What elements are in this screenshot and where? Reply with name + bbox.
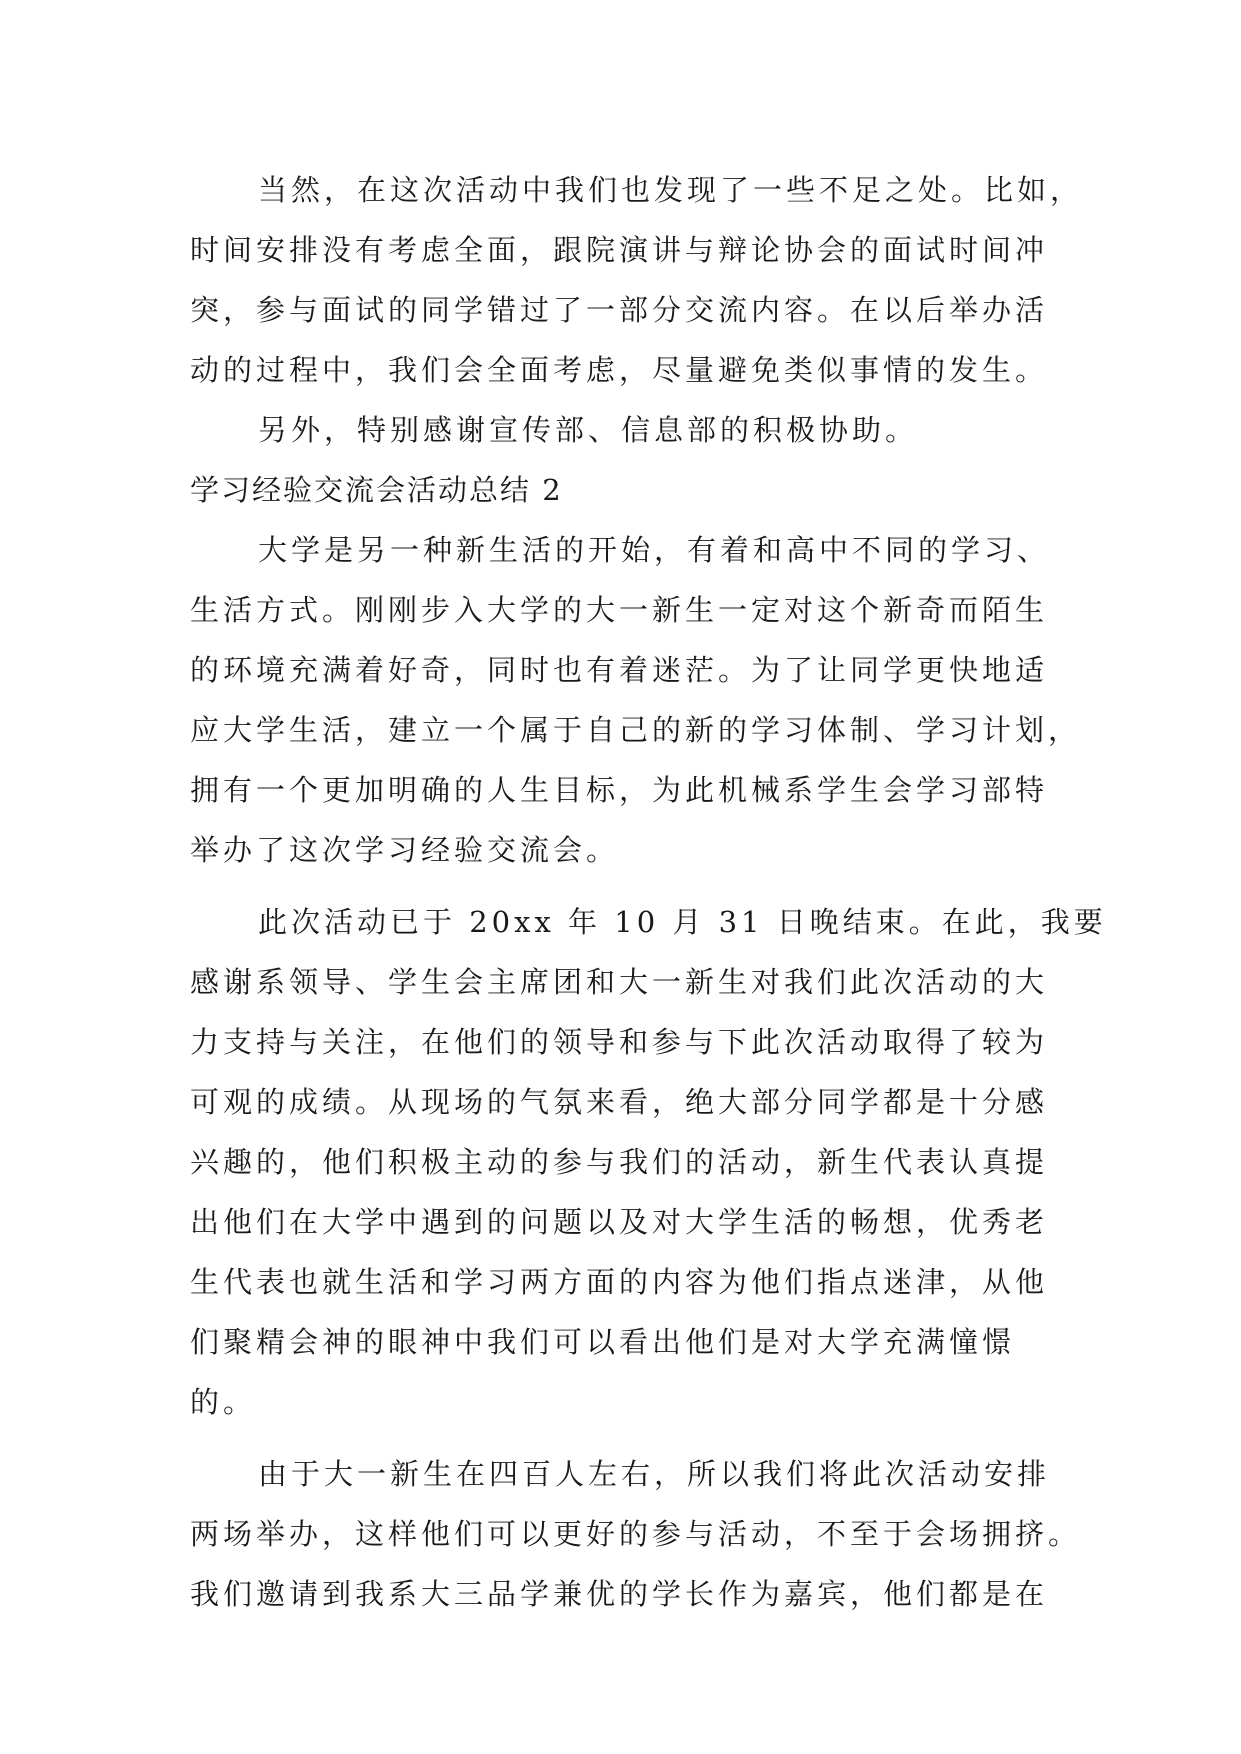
text-line: 时间安排没有考虑全面，跟院演讲与辩论协会的面试时间冲 — [190, 233, 1049, 267]
text-line: 应大学生活，建立一个属于自己的新的学习体制、学习计划， — [190, 713, 1082, 747]
text-line: 动的过程中，我们会全面考虑，尽量避免类似事情的发生。 — [190, 353, 1049, 387]
text-line: 们聚精会神的眼神中我们可以看出他们是对大学充满憧憬 — [190, 1325, 1016, 1359]
section-heading — [190, 460, 1050, 520]
text-line: 另外，特别感谢宣传部、信息部的积极协助。 — [258, 413, 919, 447]
text-line: 力支持与关注，在他们的领导和参与下此次活动取得了较为 — [190, 1025, 1049, 1059]
text-line: 的。 — [190, 1385, 257, 1419]
text-line: 我们邀请到我系大三品学兼优的学长作为嘉宾，他们都是在 — [190, 1577, 1049, 1611]
paragraph — [190, 892, 1107, 1432]
document-body — [190, 160, 1107, 1624]
heading-text: 学习经验交流会活动总结 2 — [190, 473, 563, 507]
text-line: 大学是另一种新生活的开始，有着和高中不同的学习、 — [258, 533, 1051, 567]
text-line: 拥有一个更加明确的人生目标，为此机械系学生会学习部特 — [190, 773, 1049, 807]
text-line: 兴趣的，他们积极主动的参与我们的活动，新生代表认真提 — [190, 1145, 1049, 1179]
text-line: 此次活动已于 20xx 年 10 月 31 日晚结束。在此，我要 — [258, 905, 1107, 939]
text-line: 两场举办，这样他们可以更好的参与活动，不至于会场拥挤。 — [190, 1517, 1082, 1551]
text-line: 当然，在这次活动中我们也发现了一些不足之处。比如， — [258, 173, 1084, 207]
text-line: 可观的成绩。从现场的气氛来看，绝大部分同学都是十分感 — [190, 1085, 1049, 1119]
paragraph — [190, 400, 1050, 460]
text-line: 由于大一新生在四百人左右，所以我们将此次活动安排 — [258, 1457, 1051, 1491]
paragraph — [190, 160, 1084, 400]
text-line: 出他们在大学中遇到的问题以及对大学生活的畅想，优秀老 — [190, 1205, 1049, 1239]
text-line: 举办了这次学习经验交流会。 — [190, 833, 620, 867]
text-line: 的环境充满着好奇，同时也有着迷茫。为了让同学更快地适 — [190, 653, 1049, 687]
text-line: 生代表也就生活和学习两方面的内容为他们指点迷津，从他 — [190, 1265, 1049, 1299]
paragraph — [190, 520, 1082, 880]
text-line: 生活方式。刚刚步入大学的大一新生一定对这个新奇而陌生 — [190, 593, 1049, 627]
text-line: 感谢系领导、学生会主席团和大一新生对我们此次活动的大 — [190, 965, 1049, 999]
paragraph — [190, 1444, 1082, 1624]
text-line: 突，参与面试的同学错过了一部分交流内容。在以后举办活 — [190, 293, 1049, 327]
